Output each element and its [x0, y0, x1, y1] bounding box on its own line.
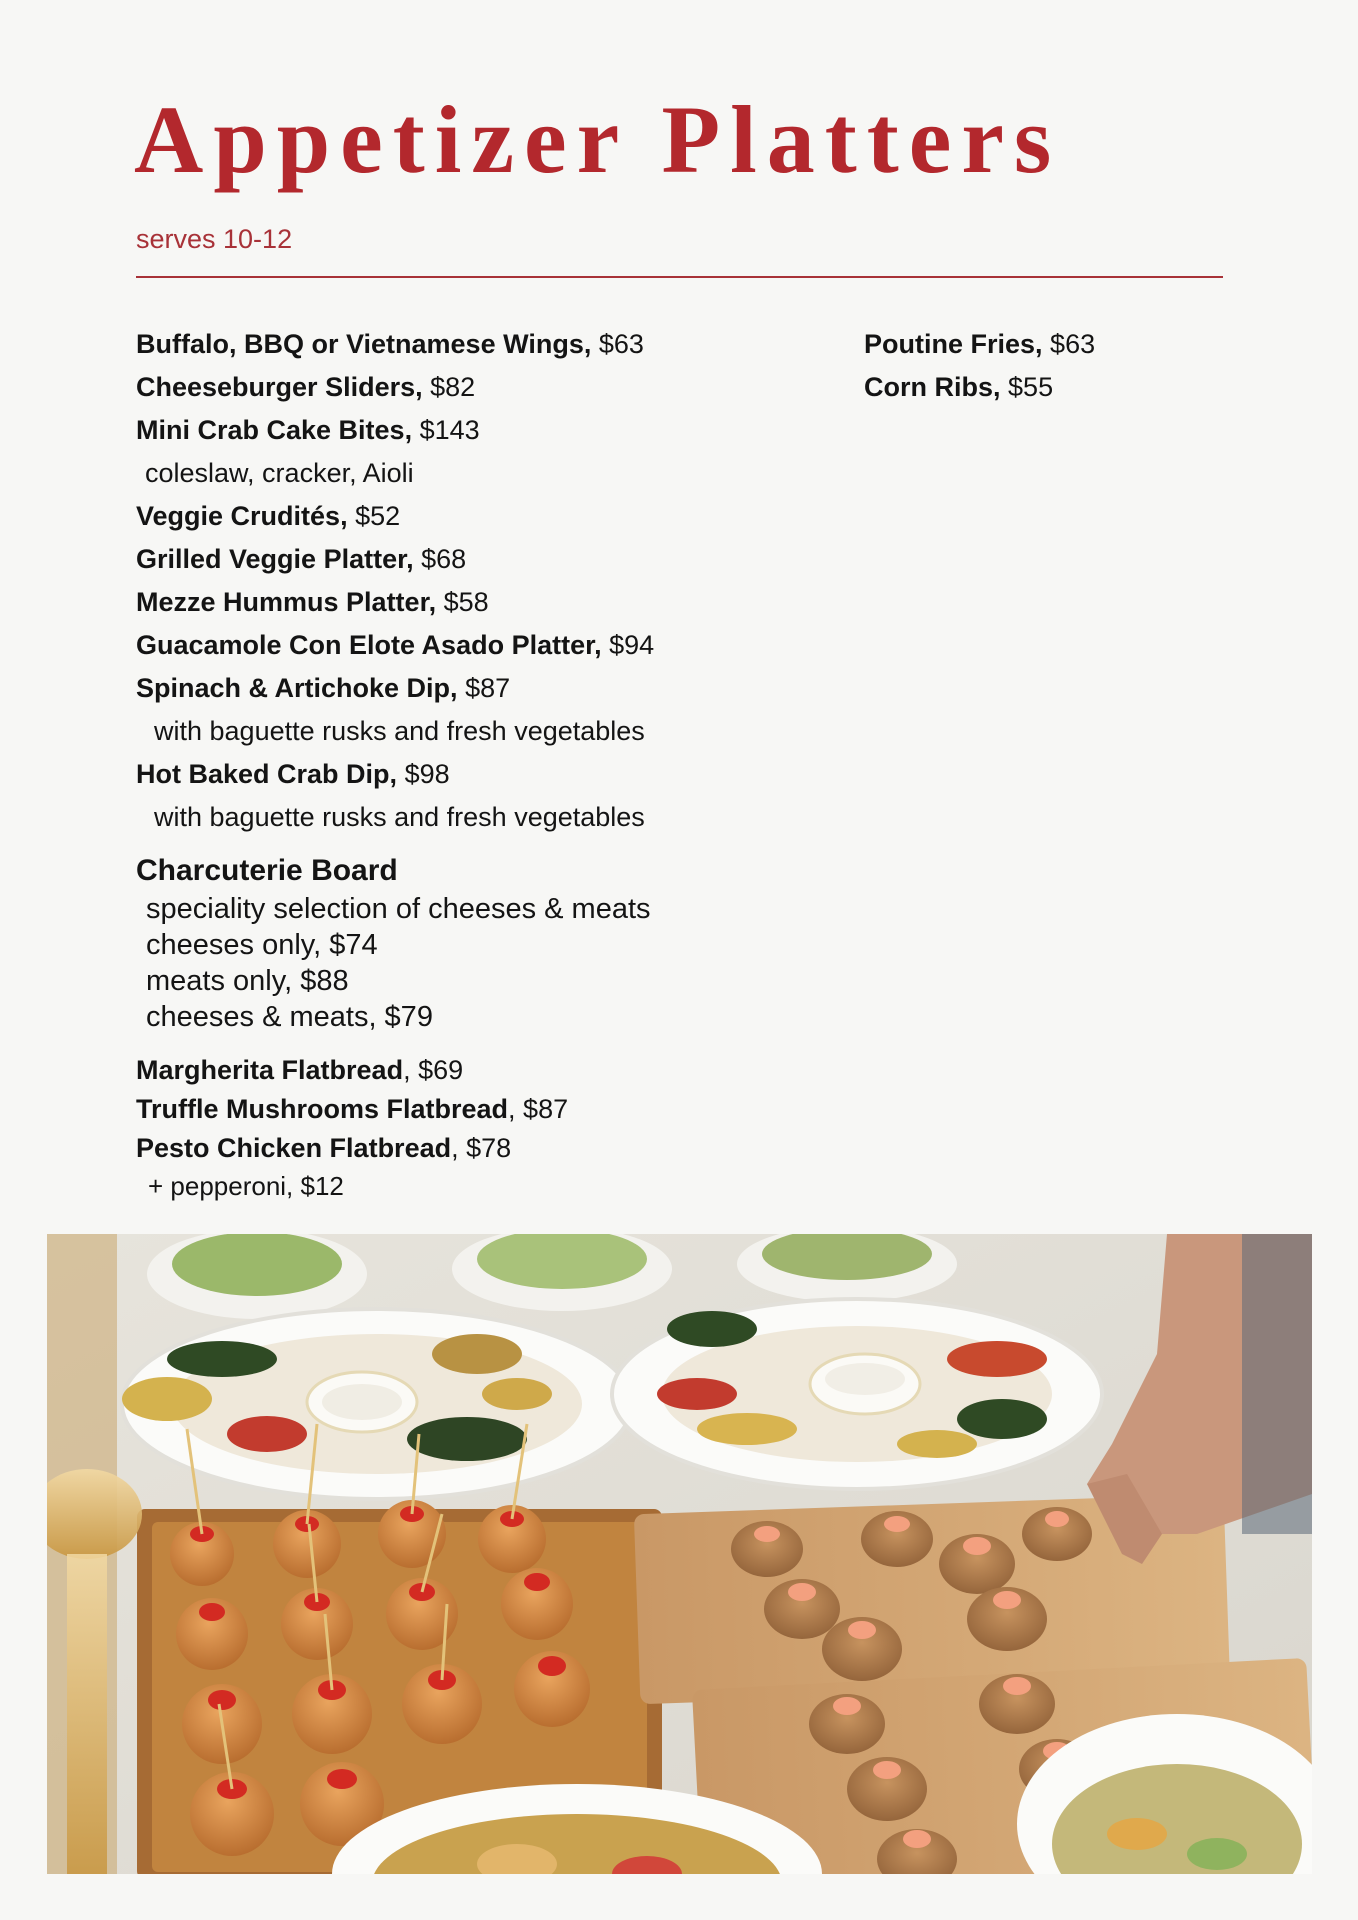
item-price: $87 — [457, 673, 511, 703]
menu-item — [136, 753, 836, 796]
charcuterie-line: meats only, $88 — [146, 965, 349, 997]
item-name: Mini Crab Cake Bites — [136, 415, 405, 445]
item-name: Margherita Flatbread — [136, 1055, 404, 1085]
item-price: $63 — [1042, 329, 1096, 359]
item-name: Hot Baked Crab Dip — [136, 759, 390, 789]
charcuterie-line: cheeses & meats, $79 — [146, 1001, 433, 1033]
item-name: Spinach & Artichoke Dip — [136, 673, 451, 703]
menu-item — [136, 581, 836, 624]
menu-left-column — [136, 323, 836, 1204]
charcuterie-line: speciality selection of cheeses & meats — [146, 893, 651, 925]
item-price: , $87 — [508, 1094, 569, 1124]
item-separator: , — [428, 587, 437, 617]
menu-item — [136, 495, 836, 538]
menu-item — [864, 323, 1284, 366]
item-price: , $78 — [451, 1133, 512, 1163]
item-name: Cheeseburger Sliders — [136, 372, 416, 402]
item-price: $52 — [347, 501, 401, 531]
menu-subtitle: serves 10-12 — [136, 224, 293, 254]
menu-item — [136, 1051, 836, 1090]
item-name: Pesto Chicken Flatbread — [136, 1133, 452, 1163]
item-name: Veggie Crudités — [136, 501, 341, 531]
charcuterie-line: cheeses only, $74 — [146, 929, 378, 961]
menu-item — [136, 624, 836, 667]
item-description: coleslaw, cracker, Aioli — [145, 458, 414, 488]
item-description: with baguette rusks and fresh vegetables — [154, 802, 645, 832]
menu-item — [864, 366, 1284, 409]
item-separator: , — [594, 630, 602, 660]
menu-item — [136, 667, 836, 710]
item-separator: , — [404, 415, 413, 445]
flatbread-section — [136, 1051, 836, 1204]
item-price: $68 — [413, 544, 467, 574]
addon-line: + pepperoni, $12 — [148, 1171, 344, 1201]
item-name: Guacamole Con Elote Asado Platter — [136, 630, 595, 660]
menu-item — [136, 538, 836, 581]
menu-item — [136, 409, 836, 452]
item-price: $82 — [422, 372, 476, 402]
item-price: $63 — [591, 329, 644, 359]
item-separator: , — [993, 372, 1001, 402]
menu-title: Appetizer Platters — [134, 86, 1062, 193]
charcuterie-title: Charcuterie Board — [136, 854, 398, 887]
item-name: Truffle Mushrooms Flatbread — [136, 1094, 509, 1124]
item-price: $94 — [601, 630, 655, 660]
item-price: $55 — [1000, 372, 1054, 402]
food-photo — [47, 1234, 1312, 1874]
item-price: , $69 — [403, 1055, 464, 1085]
item-separator: , — [450, 673, 458, 703]
item-separator: , — [340, 501, 348, 531]
menu-item — [136, 366, 836, 409]
item-separator: , — [583, 329, 592, 359]
item-separator: , — [1035, 329, 1043, 359]
menu-right-column — [864, 323, 1284, 409]
charcuterie-section — [136, 851, 836, 1035]
item-price: $143 — [412, 415, 480, 445]
item-name: Grilled Veggie Platter — [136, 544, 407, 574]
item-description: with baguette rusks and fresh vegetables — [154, 716, 645, 746]
item-separator: , — [389, 759, 398, 789]
item-separator: , — [406, 544, 414, 574]
menu-item — [136, 323, 836, 366]
item-name: Mezze Hummus Platter — [136, 587, 429, 617]
menu-item — [136, 1129, 836, 1168]
menu-item — [136, 1090, 836, 1129]
item-name: Buffalo, BBQ or Vietnamese Wings — [136, 329, 584, 359]
item-price: $98 — [397, 759, 450, 789]
item-name: Corn Ribs — [864, 372, 994, 402]
header-divider — [136, 276, 1223, 278]
item-separator: , — [415, 372, 423, 402]
item-price: $58 — [436, 587, 489, 617]
item-name: Poutine Fries — [864, 329, 1036, 359]
